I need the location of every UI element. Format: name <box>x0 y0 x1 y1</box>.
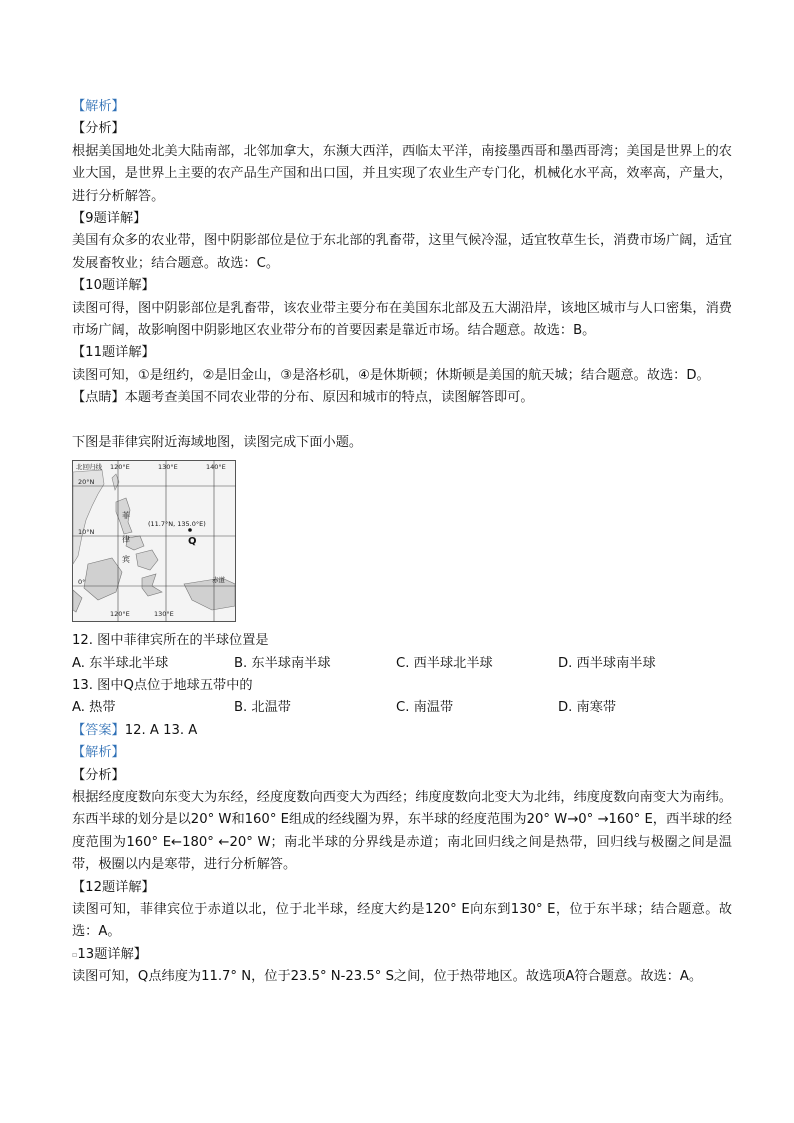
answer-heading: 【答案】 <box>72 722 125 738</box>
q12-detail-paragraph: 读图可知，菲律宾位于赤道以北，位于北半球，经度大约是120° E向东到130° E，位于东半球；结合题意。故选：A。 <box>72 901 732 940</box>
q12-option-b[interactable]: B. 东半球南半球 <box>234 655 331 671</box>
q11-detail-paragraph: 读图可知，①是纽约，②是旧金山，③是洛杉矶，④是休斯顿；休斯顿是美国的航天城；结合题意。故选：D。 <box>72 367 710 383</box>
label-lat-10n: 10°N <box>78 528 95 537</box>
label-point-q: Q <box>188 536 197 548</box>
philippines-map <box>72 460 236 622</box>
q13-options <box>72 697 732 719</box>
q9-detail-paragraph: 美国有众多的农业带，图中阴影部位是位于东北部的乳畜带，这里气候冷湿，适宜牧草生长，消费市场广阔，适宜发展畜牧业；结合题意。故选：C。 <box>72 233 732 271</box>
fenxi2-heading: 【分析】 <box>72 767 125 783</box>
q13-stem: 13. 图中Q点位于地球五带中的 <box>72 677 253 693</box>
label-point-coord: (11.7°N, 135.0°E) <box>148 520 206 529</box>
analysis-heading: 【解析】 <box>72 99 125 114</box>
label-lon-top-140: 140°E <box>206 463 226 472</box>
q9-detail-heading: 【9题详解】 <box>72 211 147 227</box>
q11-detail-heading: 【11题详解】 <box>72 345 155 361</box>
label-equator: 赤道 <box>212 576 225 585</box>
label-tropic: 北回归线 <box>76 463 102 472</box>
dianjing-text: 本题考查美国不同农业带的分布、原因和城市的特点，读图解答即可。 <box>124 390 534 406</box>
q12-detail-heading: 【12题详解】 <box>72 879 155 895</box>
analysis2-heading: 【解析】 <box>72 745 125 761</box>
label-lat-20n: 20°N <box>78 478 95 487</box>
label-country-2: 律 <box>122 535 130 545</box>
section-intro: 下图是菲律宾附近海域地图，读图完成下面小题。 <box>72 434 363 450</box>
fenxi-heading: 【分析】 <box>72 121 125 137</box>
q12-stem: 12. 图中菲律宾所在的半球位置是 <box>72 633 269 649</box>
answer-line <box>72 720 732 742</box>
label-lon-bottom-130: 130°E <box>154 610 174 619</box>
q12-option-d[interactable]: D. 西半球南半球 <box>558 655 656 671</box>
q13-option-a[interactable]: A. 热带 <box>72 700 116 716</box>
q13-option-c[interactable]: C. 南温带 <box>396 700 454 716</box>
dianjing-line <box>72 387 732 409</box>
q13-option-d[interactable]: D. 南寒带 <box>558 700 617 716</box>
label-lon-top-130: 130°E <box>158 463 178 472</box>
point-q-marker <box>188 528 192 532</box>
q13-detail-paragraph: 读图可知，Q点纬度为11.7° N，位于23.5° N-23.5° S之间，位于热带地区。故选项A符合题意。故选：A。 <box>72 969 703 985</box>
label-lon-bottom-120: 120°E <box>110 610 130 619</box>
q13-detail-heading-line <box>72 944 732 966</box>
fenxi-paragraph: 根据美国地处北美大陆南部，北邻加拿大，东濒大西洋，西临太平洋，南接墨西哥和墨西哥湾；美国是世界上的农业大国，是世界上主要的农产品生产国和出口国，并且实现了农业生产专门化，机械化水平高，效率高，产量大，进行分析解答。 <box>72 143 732 204</box>
label-country-3: 宾 <box>122 555 130 565</box>
label-lon-top-120: 120°E <box>110 463 130 472</box>
answer-text: 12. A 13. A <box>124 722 198 738</box>
document-page <box>72 96 732 989</box>
fenxi2-paragraph: 根据经度度数向东变大为东经，经度度数向西变大为西经；纬度度数向北变大为北纬，纬度度数向南变大为南纬。东西半球的划分是以20° W和160° E组成的经线圈为界，东半球的经度范围为20° W→0° →160° E，西半球的经度范围为160° E←180° ←20° W；南北半球的分界线是赤道；南北回归线之间是热带，回归线与极圈之间是温带，极圈以内是寒带，进行分析解答。 <box>72 789 732 873</box>
q10-detail-heading: 【10题详解】 <box>72 278 155 294</box>
broken-image-icon: ▫ <box>72 949 78 959</box>
q12-options <box>72 653 732 675</box>
q12-option-c[interactable]: C. 西半球北半球 <box>396 655 493 671</box>
label-country-1: 菲 <box>122 511 130 521</box>
dianjing-heading: 【点睛】 <box>72 390 125 406</box>
q13-option-b[interactable]: B. 北温带 <box>234 700 291 716</box>
label-lat-0: 0° <box>78 578 86 587</box>
q12-option-a[interactable]: A. 东半球北半球 <box>72 655 169 671</box>
q13-detail-heading: 13题详解】 <box>77 946 147 962</box>
q10-detail-paragraph: 读图可得，图中阴影部位是乳畜带，该农业带主要分布在美国东北部及五大湖沿岸，该地区城市与人口密集，消费市场广阔，故影响图中阴影地区农业带分布的首要因素是靠近市场。结合题意。故选：B。 <box>72 300 732 339</box>
